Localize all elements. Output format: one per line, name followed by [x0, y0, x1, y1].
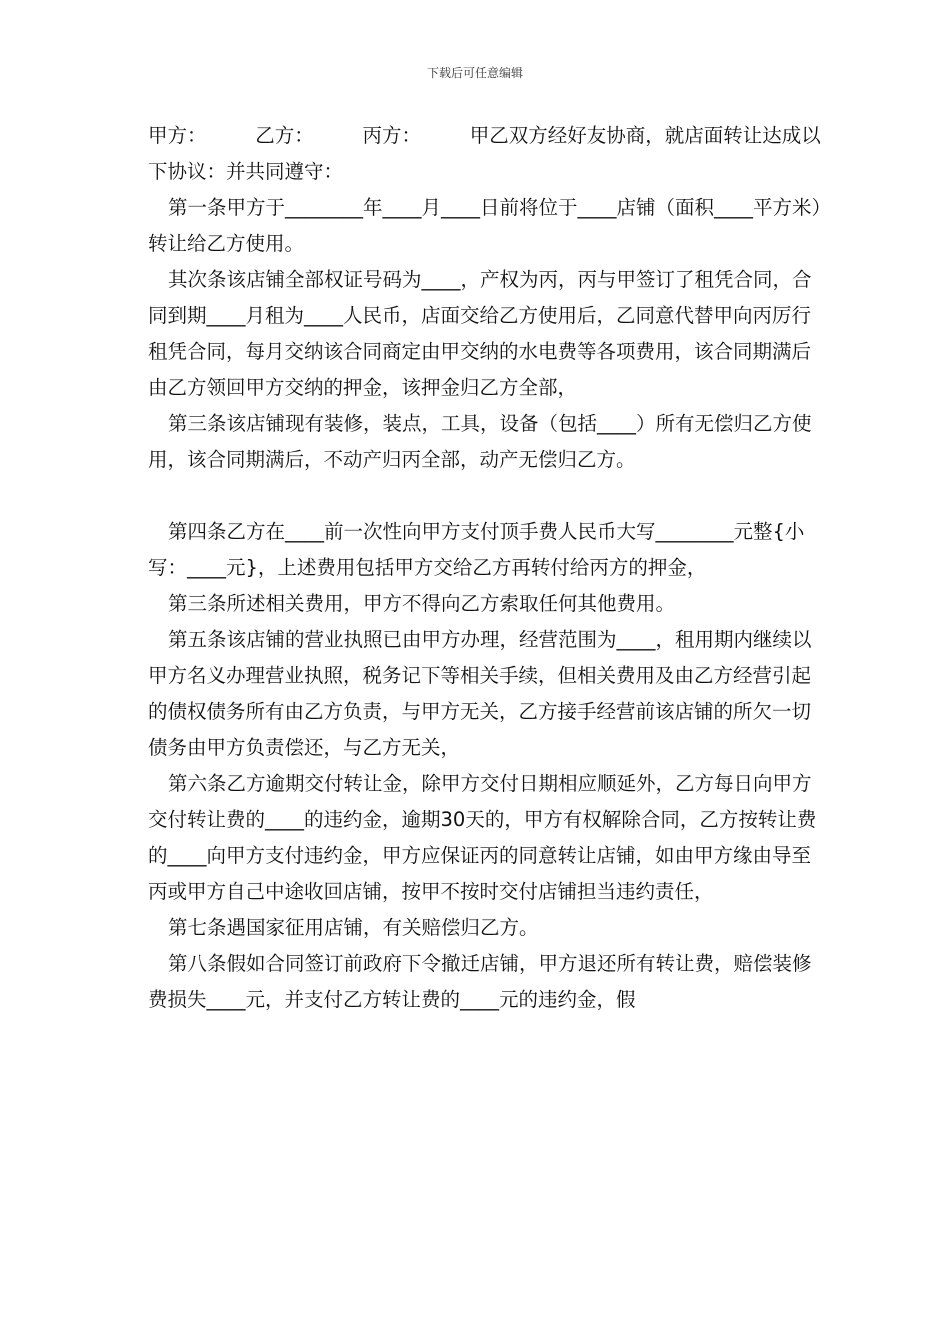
article-7-paragraph: 第七条遇国家征用店铺，有关赔偿归乙方。 — [168, 916, 539, 939]
article-3-paragraph: 第三条该店铺现有装修，装点，工具，设备（包括____）所有无偿归乙方使用，该合同期满后，不动产归丙全部，动产无偿归乙方。 — [148, 412, 812, 471]
contract-body — [148, 118, 828, 1018]
article-2-paragraph: 其次条该店铺全部权证号码为____，产权为丙，丙与甲签订了租凭合同，合同到期____月租为____人民币，店面交给乙方使用后，乙同意代替甲向丙厉行租凭合同，每月交纳该合同商定由甲交纳的水电费等各项费用，该合同期满后由乙方领回甲方交纳的押金，该押金归乙方全部， — [148, 268, 812, 399]
article-3-fees-paragraph: 第三条所述相关费用，甲方不得向乙方索取任何其他费用。 — [168, 592, 676, 615]
preamble-paragraph: 甲方： 乙方： 丙方： 甲乙双方经好友协商，就店面转让达成以下协议：并共同遵守： — [148, 124, 821, 183]
article-5-paragraph: 第五条该店铺的营业执照已由甲方办理，经营范围为____，租用期内继续以甲方名义办理营业执照，税务记下等相关手续，但相关费用及由乙方经营引起的债权债务所有由乙方负责，与甲方无关，乙方接手经营前该店铺的所欠一切债务由甲方负责偿还，与乙方无关， — [148, 628, 812, 759]
article-8-paragraph: 第八条假如合同签订前政府下令撤迁店铺，甲方退还所有转让费，赔偿装修费损失____元，并支付乙方转让费的____元的违约金，假 — [148, 952, 812, 1011]
article-4-paragraph: 第四条乙方在____前一次性向甲方支付顶手费人民币大写________元整{小写：____元}，上述费用包括甲方交给乙方再转付给丙方的押金， — [148, 520, 805, 579]
article-6-paragraph: 第六条乙方逾期交付转让金，除甲方交付日期相应顺延外，乙方每日向甲方交付转让费的____的违约金，逾期30天的，甲方有权解除合同，乙方按转让费的____向甲方支付违约金，甲方应保证丙的同意转让店铺，如由甲方缘由导至丙或甲方自己中途收回店铺，按甲不按时交付店铺担当违约责任， — [148, 772, 817, 903]
article-1-paragraph: 第一条甲方于________年____月____日前将位于____店铺（面积____平方米）转让给乙方使用。 — [148, 196, 822, 255]
page-header: 下载后可任意编辑 — [426, 66, 523, 80]
